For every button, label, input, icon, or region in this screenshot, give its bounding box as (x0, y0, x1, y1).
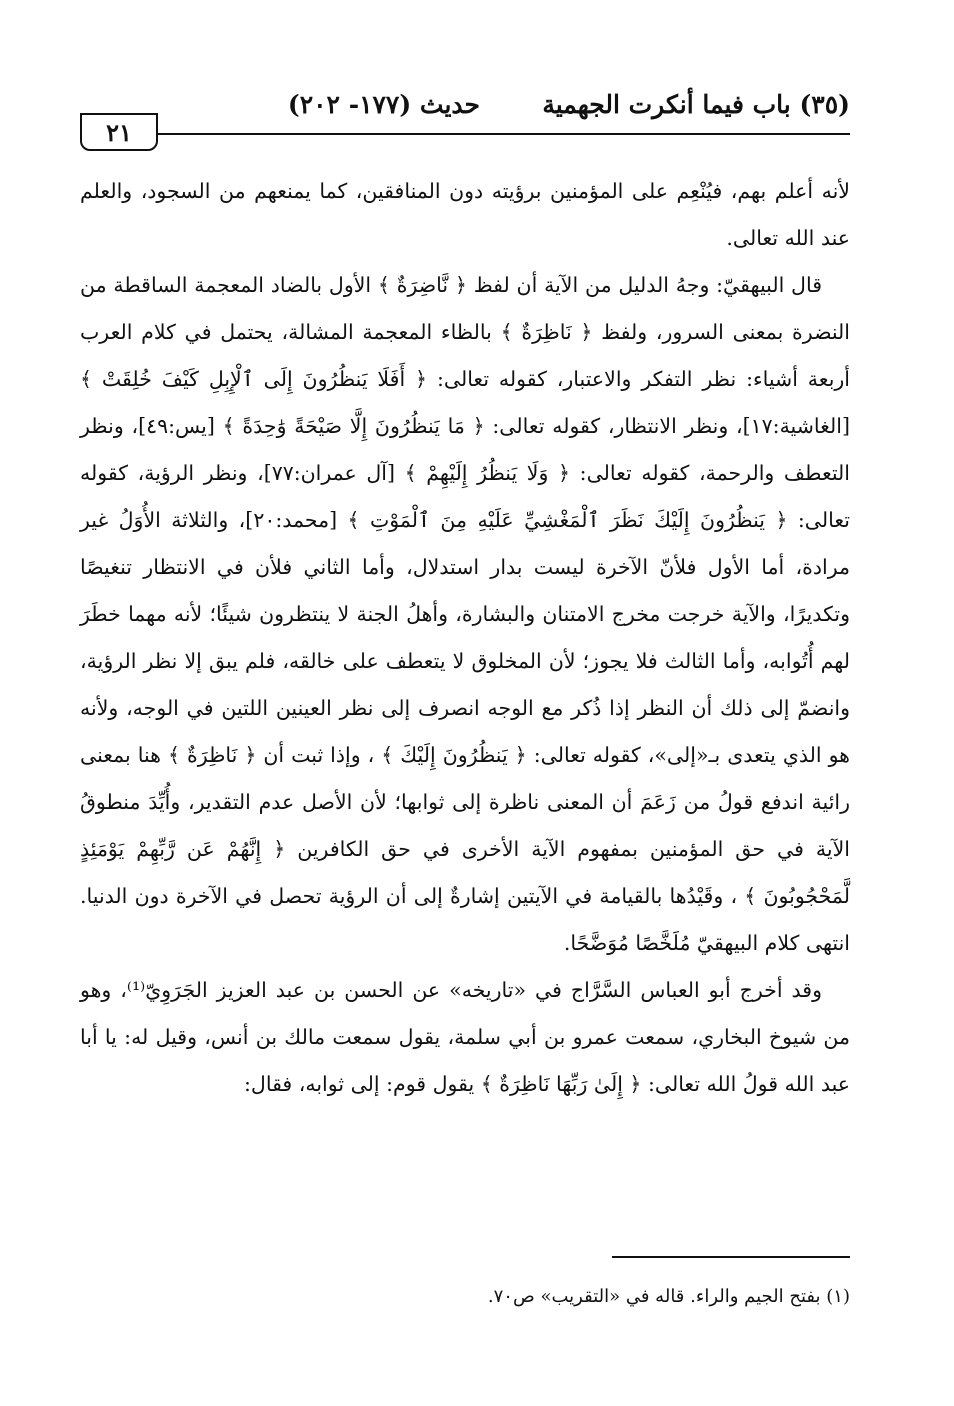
paragraph-3: وقد أخرج أبو العباس السَّرَّاج في «تاريخه» عن الحسن بن عبد العزيز الجَرَوِيّ⁽¹⁾، وهو من شيوخ البخاري، سمعت عمرو بن أبي سلمة، يقول سمعت مالك بن أنس، وقيل له: يا أبا عبد الله قولُ الله تعالى: ﴿ إِلَىٰ رَبِّهَا نَاظِرَةٌ ﴾ يقول قوم: إلى ثوابه، فقال: (80, 978, 850, 1096)
hadith-range: حديث (١٧٧- ٢٠٢) (287, 90, 480, 119)
footnote-divider (612, 1256, 850, 1258)
page-header (80, 88, 850, 148)
main-text (80, 168, 850, 1108)
chapter-title: (٣٥) باب فيما أنكرت الجهمية (542, 90, 850, 119)
footnote: (١) بفتح الجيم والراء. قاله في «التقريب» ص٧٠. (487, 1286, 850, 1307)
paragraph-2: قال البيهقيّ: وجهُ الدليل من الآية أن لفظ ﴿ نَّاضِرَةٌ ﴾ الأول بالضاد المعجمة الساقطة من النضرة بمعنى السرور، ولفظ ﴿ نَاظِرَةٌ ﴾ بالظاء المعجمة المشالة، يحتمل في كلام العرب أربعة أشياء: نظر التفكر والاعتبار، كقوله تعالى: ﴿ أَفَلَا يَنظُرُونَ إِلَى ٱلْإِبِلِ كَيْفَ خُلِقَتْ ﴾ [الغاشية:١٧]، ونظر الانتظار، كقوله تعالى: ﴿ مَا يَنظُرُونَ إِلَّا صَيْحَةً وَٰحِدَةً ﴾ [يس:٤٩]، ونظر التعطف والرحمة، كقوله تعالى: ﴿ وَلَا يَنظُرُ إِلَيْهِمْ ﴾ [آل عمران:٧٧]، ونظر الرؤية، كقوله تعالى: ﴿ يَنظُرُونَ إِلَيْكَ نَظَرَ ٱلْمَغْشِيِّ عَلَيْهِ مِنَ ٱلْمَوْتِ ﴾ [محمد:٢٠]، والثلاثة الأُوَلُ غير مرادة، أما الأول فلأنّ الآخرة ليست بدار استدلال، وأما الثاني فلأن في الانتظار تنغيصًا وتكديرًا، والآية خرجت مخرج الامتنان والبشارة، وأهلُ الجنة لا ينتظرون شيئًا؛ لأنه مهما خطَرَ لهم أُتُوابه، وأما الثالث فلا يجوز؛ لأن المخلوق لا يتعطف على خالقه، فلم يبق إلا نظر الرؤية، وانضمّ إلى ذلك أن النظر إذا ذُكر مع الوجه انصرف إلى نظر العينين اللتين في الوجه، ولأنه هو الذي يتعدى بـ«إلى»، كقوله تعالى: ﴿ يَنظُرُونَ إِلَيْكَ ﴾ ، وإذا ثبت أن ﴿ نَاظِرَةٌ ﴾ هنا بمعنى رائية اندفع قولُ من زَعَمَ أن المعنى ناظرة إلى ثوابها؛ لأن الأصل عدم التقدير، وأُيِّدَ منطوقُ الآية في حق المؤمنين بمفهوم الآية الأخرى في حق الكافرين ﴿ إِنَّهُمْ عَن رَّبِّهِمْ يَوْمَئِذٍ لَّمَحْجُوبُونَ ﴾ ، وقَيْدُها بالقيامة في الآيتين إشارةٌ إلى أن الرؤية تحصل في الآخرة دون الدنيا. انتهى كلام البيهقيّ مُلَخَّصًا مُوَضَّحًا. (80, 273, 850, 955)
page-number: ٢١ (80, 113, 158, 151)
header-rule (158, 133, 850, 135)
paragraph-1: لأنه أعلم بهم، فيُنْعِم على المؤمنين برؤيته دون المنافقين، كما يمنعهم من السجود، والعلم عند الله تعالى. (80, 179, 850, 250)
